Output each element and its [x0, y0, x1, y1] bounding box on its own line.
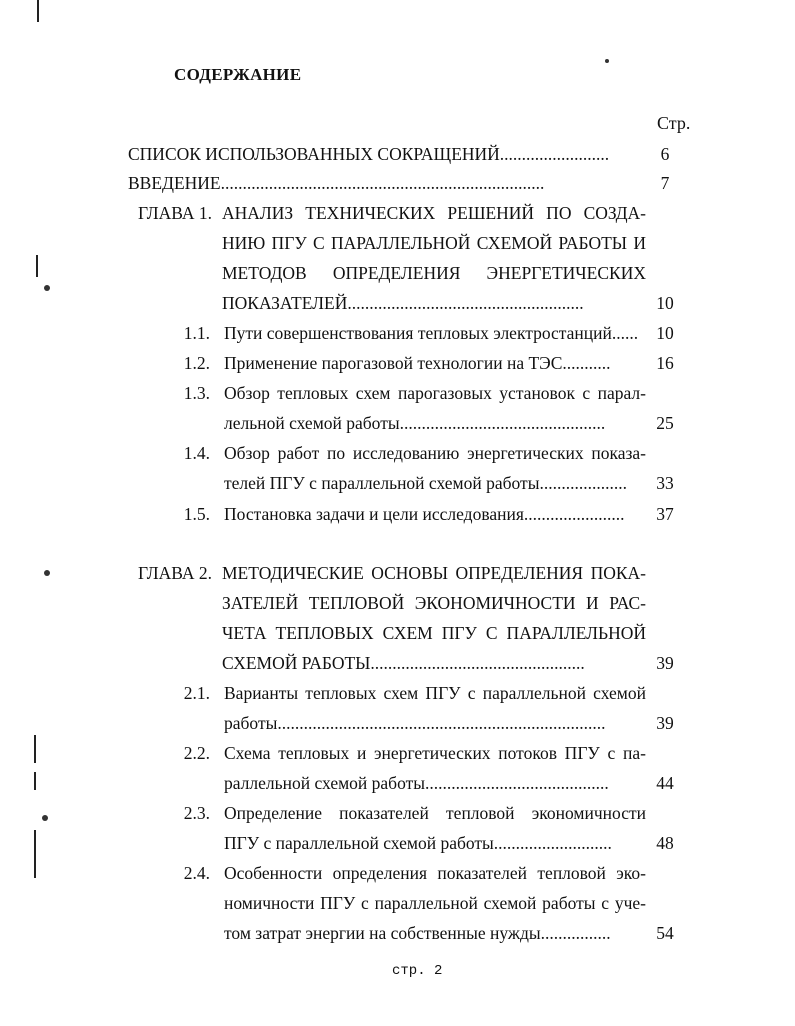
chapter-label: ГЛАВА 1. [137, 203, 212, 223]
toc-entry-page: 39 [656, 713, 674, 733]
scan-speck [42, 815, 48, 821]
toc-entry-page: 37 [656, 504, 674, 524]
section-number: 1.1. [183, 323, 210, 343]
toc-entry-text: Схема тепловых и энергетических потоков ПГУ с па- [224, 743, 646, 763]
toc-entry-page: 7 [660, 173, 670, 193]
toc-entry-text: ЗАТЕЛЕЙ ТЕПЛОВОЙ ЭКОНОМИЧНОСТИ И РАС- [222, 593, 646, 613]
toc-entry-text: МЕТОДОВ ОПРЕДЕЛЕНИЯ ЭНЕРГЕТИЧЕСКИХ [222, 263, 646, 283]
scan-margin-line [34, 735, 36, 763]
scan-speck [44, 570, 50, 576]
toc-entry-text: СПИСОК ИСПОЛЬЗОВАННЫХ СОКРАЩЕНИЙ......................... [128, 144, 610, 164]
section-number: 1.4. [183, 443, 210, 463]
toc-entry-text: СХЕМОЙ РАБОТЫ................................................. [222, 653, 585, 673]
section-number: 2.4. [183, 863, 210, 883]
page-footer: стр. 2 [392, 963, 443, 979]
page-title: СОДЕРЖАНИЕ [174, 65, 302, 84]
toc-entry-text: НИЮ ПГУ С ПАРАЛЛЕЛЬНОЙ СХЕМОЙ РАБОТЫ И [222, 233, 646, 253]
toc-entry-page: 54 [656, 923, 674, 943]
scan-margin-line [34, 772, 36, 790]
toc-entry-text: ВВЕДЕНИЕ.......................................................................... [128, 173, 545, 193]
toc-entry-text: Определение показателей тепловой экономичности [224, 803, 646, 823]
toc-entry-text: номичности ПГУ с параллельной схемой работы с уче- [224, 893, 646, 913]
scan-margin-line [37, 0, 39, 22]
toc-entry-text: Варианты тепловых схем ПГУ с параллельной схемой [224, 683, 646, 703]
toc-entry-text: ПОКАЗАТЕЛЕЙ...................................................... [222, 293, 584, 313]
toc-entry-page: 48 [656, 833, 674, 853]
scan-margin-line [36, 255, 38, 277]
toc-entry-text: АНАЛИЗ ТЕХНИЧЕСКИХ РЕШЕНИЙ ПО СОЗДА- [222, 203, 646, 223]
toc-entry-text: том затрат энергии на собственные нужды................ [224, 923, 611, 943]
scan-margin-line [34, 830, 36, 878]
toc-entry-text: МЕТОДИЧЕСКИЕ ОСНОВЫ ОПРЕДЕЛЕНИЯ ПОКА- [222, 563, 646, 583]
toc-entry-page: 10 [656, 293, 674, 313]
toc-entry-text: лельной схемой работы............................................... [224, 413, 606, 433]
toc-entry-text: Постановка задачи и цели исследования....................... [224, 504, 625, 524]
toc-entry-text: Особенности определения показателей тепловой эко- [224, 863, 646, 883]
scan-speck [44, 285, 50, 291]
toc-entry-page: 6 [660, 144, 670, 164]
page-column-header: Стр. [657, 113, 691, 133]
toc-entry-text: Обзор работ по исследованию энергетических показа- [224, 443, 646, 463]
section-number: 2.2. [183, 743, 210, 763]
section-number: 2.1. [183, 683, 210, 703]
toc-entry-page: 25 [656, 413, 674, 433]
scan-speck [605, 59, 609, 63]
toc-entry-page: 33 [656, 473, 674, 493]
section-number: 1.5. [183, 504, 210, 524]
toc-entry-text: ПГУ с параллельной схемой работы........................... [224, 833, 612, 853]
toc-entry-text: телей ПГУ с параллельной схемой работы.................... [224, 473, 627, 493]
toc-entry-page: 39 [656, 653, 674, 673]
toc-entry-text: ЧЕТА ТЕПЛОВЫХ СХЕМ ПГУ С ПАРАЛЛЕЛЬНОЙ [222, 623, 646, 643]
toc-entry-text: Обзор тепловых схем парогазовых установок с парал- [224, 383, 646, 403]
toc-entry-text: Применение парогазовой технологии на ТЭС........... [224, 353, 611, 373]
toc-entry-page: 44 [656, 773, 674, 793]
chapter-label: ГЛАВА 2. [137, 563, 212, 583]
toc-entry-text: Пути совершенствования тепловых электростанций...... [224, 323, 639, 343]
toc-entry-page: 10 [656, 323, 674, 343]
section-number: 1.3. [183, 383, 210, 403]
section-number: 2.3. [183, 803, 210, 823]
toc-entry-text: раллельной схемой работы.......................................... [224, 773, 609, 793]
toc-entry-text: работы........................................................................... [224, 713, 606, 733]
section-number: 1.2. [183, 353, 210, 373]
toc-entry-page: 16 [656, 353, 674, 373]
